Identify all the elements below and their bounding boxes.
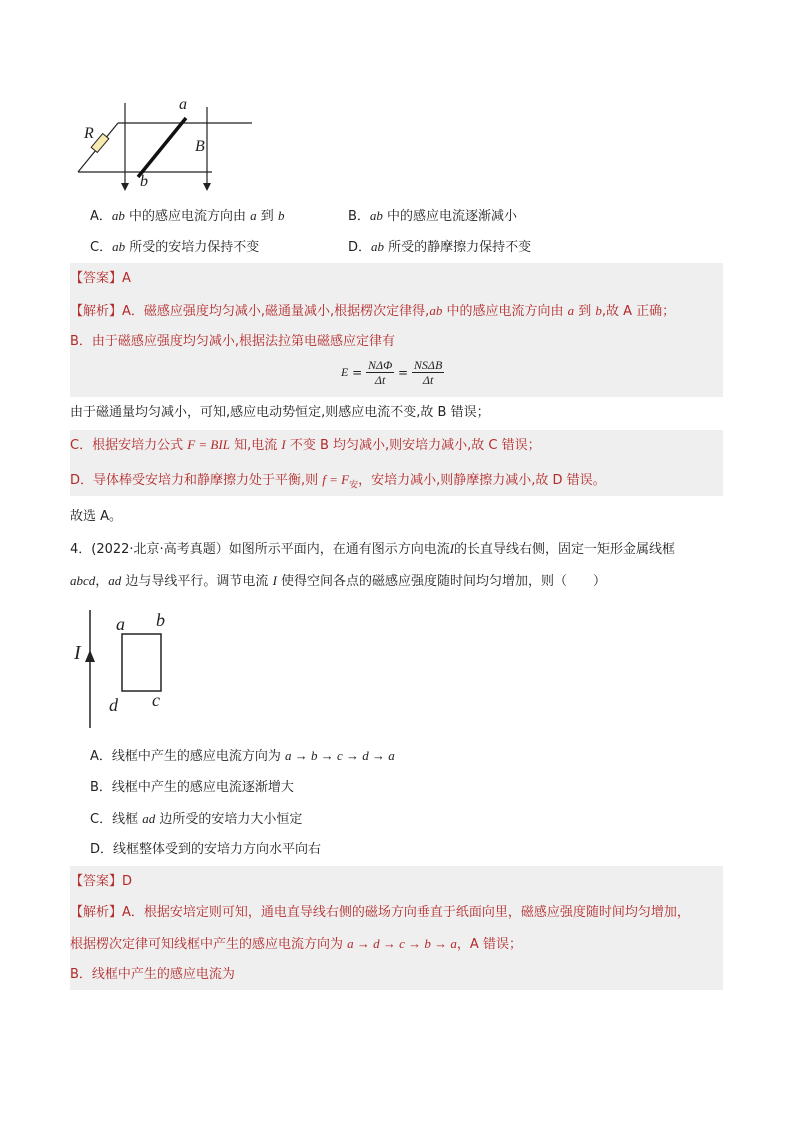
q4-stem-line1: 4．(2022·北京·高考真题）如图所示平面内，在通有图示方向电流I的长直导线右侧，固定一矩形金属线框 [70, 541, 676, 557]
resistor-label: R [84, 125, 94, 142]
q3-analysis-d: D．导体棒受安培力和静摩擦力处于平衡,则 $f = F_安$，安培力减小,则静摩擦力减小,故 D 错误。 [70, 472, 606, 491]
rod-end-a-label: a [179, 96, 187, 113]
faraday-formula: E = $\frac{\text{NΔΦ}}{\Delta t}$ = $\frac{\text{NSΔB}}{\Delta t}$ [341, 358, 443, 387]
q4-option-b: B．线框中产生的感应电流逐渐增大 [90, 780, 294, 795]
q4-stem-line2: abcd，ad 边与导线平行。调节电流 I 使得空间各点的磁感应强度随时间均匀增加，则（ ） [70, 573, 607, 589]
q3-analysis-a: 【解析】A．磁感应强度均匀减小,磁通量减小,根据楞次定律得,ab 中的感应电流方向由 a 到 b,故 A 正确； [70, 303, 676, 319]
field-label: B [195, 138, 205, 155]
rail-rod-figure [70, 95, 270, 200]
q3-conclusion: 故选 A。 [70, 509, 123, 524]
corner-a-label: a [116, 614, 125, 634]
corner-b-label: b [156, 610, 165, 630]
current-label: I [74, 642, 81, 664]
corner-c-label: c [152, 690, 160, 710]
q4-analysis-b: B．线框中产生的感应电流为 [70, 967, 235, 982]
q3-analysis-b: B．由于磁感应强度均匀减小,根据法拉第电磁感应定律有 [70, 334, 396, 349]
q3-option-d: D．ab 所受的静摩擦力保持不变 [348, 239, 532, 255]
q4-analysis-a-continued: 根据楞次定律可知线框中产生的感应电流方向为 a → d → c → b → a，A 错误； [70, 936, 522, 952]
q3-option-a: A．ab 中的感应电流方向由 a 到 b [90, 208, 285, 224]
q4-option-c: C．线框 ad 边所受的安培力大小恒定 [90, 811, 303, 827]
rod-end-b-label: b [140, 173, 148, 190]
q4-analysis-a: 【解析】A．根据安培定则可知，通电直导线右侧的磁场方向垂直于纸面向里，磁感应强度随时间均匀增加， [70, 905, 690, 920]
q4-option-a: A．线框中产生的感应电流方向为 a → b → c → d → a [90, 748, 395, 764]
q4-answer: 【答案】D [70, 874, 133, 889]
q3-option-b: B．ab 中的感应电流逐渐减小 [348, 208, 518, 224]
q4-option-d: D．线框整体受到的安培力方向水平向右 [90, 842, 322, 857]
corner-d-label: d [109, 695, 118, 715]
q3-analysis-b-continued: 由于磁通量均匀减小，可知,感应电动势恒定,则感应电流不变,故 B 错误； [70, 405, 490, 420]
q3-answer: 【答案】A [70, 271, 131, 286]
q3-option-c: C．ab 所受的安培力保持不变 [90, 239, 260, 255]
q3-analysis-c: C．根据安培力公式 F = BIL 知,电流 I 不变 B 均匀减小,则安培力减小,故 C 错误； [70, 437, 541, 453]
